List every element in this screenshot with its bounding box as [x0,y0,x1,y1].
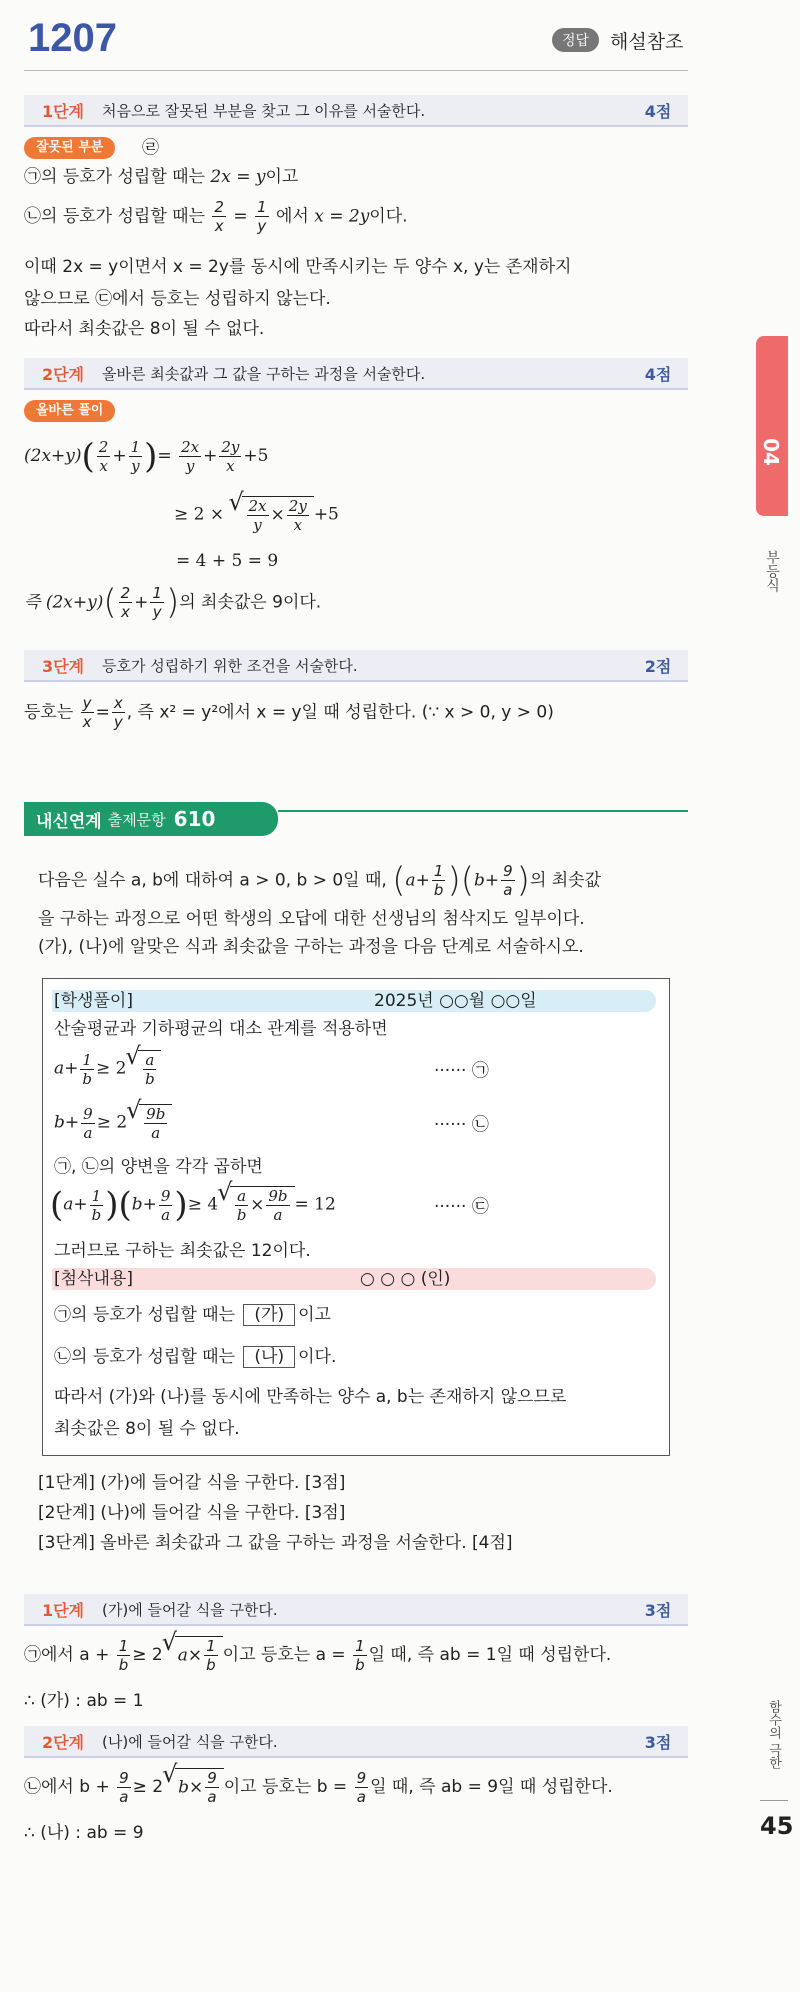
comment-label: [첨삭내용] [54,1269,133,1289]
student-ineq-2: b+ $\frac{9}{a}$ ≥ 2 √ $\frac{9b}{a}$ [54,1104,172,1142]
intro-line-2: 을 구하는 과정으로 어떤 학생의 오답에 대한 선생님의 첨삭지도 일부이다. [38,909,585,929]
student-line-1: 산술평균과 기하평균의 대소 관계를 적용하면 [54,1019,388,1039]
banner-title: 내신연계 [36,811,102,832]
step2-bar [24,358,688,390]
student-date: 2025년 ○○월 ○○일 [374,991,537,1011]
wrong-part-mark: ㉣ [142,138,159,158]
step1-label: 1단계 [41,101,85,121]
section-side-title: 함수의 극한 [766,1700,781,1770]
answer-step1-label: 1단계 [41,1600,85,1620]
mark-1: ······ ㉠ [434,1061,489,1081]
explanation-line-2: ㉡의 등호가 성립할 때는 $\frac{2}{x}$ = $\frac{1}{y}$ 에서 x = 2y이다. [24,198,408,235]
answer-step2-bar [24,1726,688,1758]
solution-eq-2: ≥ 2 × √ $\frac{2x}{y}$ × $\frac{2y}{x}$ +5 [174,496,339,534]
intro-line-3: (가), (나)에 알맞은 식과 최솟값을 구하는 과정을 다음 단계로 서술하시오. [38,937,584,957]
answer-step2-label: 2단계 [41,1732,85,1752]
student-ineq-1: a+ $\frac{1}{b}$ ≥ 2 √ $\frac{a}{b}$ [54,1050,161,1088]
chapter-side-tab [756,336,788,516]
answer-step2-desc: (나)에 들어갈 식을 구한다. [102,1732,278,1751]
student-line-3: 그러므로 구하는 최솟값은 12이다. [54,1241,311,1261]
linked-problem-banner [24,802,278,836]
banner-number: 610 [173,807,216,831]
step3-desc: 등호가 성립하기 위한 조건을 서술한다. [102,656,358,675]
rubric-line-1: [1단계] (가)에 들어갈 식을 구한다. [3점] [38,1473,346,1493]
student-label-bar [52,990,656,1012]
step2-label: 2단계 [41,364,85,384]
answer-line-1: ㉠에서 a + $\frac{1}{b}$ ≥ 2√ a× $\frac{1}{b}$ 이고 등호는 a = $\frac{1}{b}$ 일 때, 즉 ab = 1일 때 성립한다. [24,1636,611,1674]
rubric-line-3: [3단계] 올바른 최솟값과 그 값을 구하는 과정을 서술한다. [4점] [38,1533,513,1553]
blank-ga: (가) [243,1304,295,1326]
answer-step1-points: 3점 [644,1600,672,1620]
equality-condition: 등호는 $\frac{y}{x}$ = $\frac{x}{y}$ , 즉 x² = y²에서 x = y일 때 성립한다. (∵ x > 0, y > 0) [24,694,554,731]
rubric-line-2: [2단계] (나)에 들어갈 식을 구한다. [3점] [38,1503,346,1523]
answer-line-2: ㉡에서 b + $\frac{9}{a}$ ≥ 2√ b× $\frac{9}{a}$ 이고 등호는 b = $\frac{9}{a}$ 일 때, 즉 ab = 9일 때 성립한다. [24,1768,613,1806]
answer-step1-bar [24,1594,688,1626]
step2-desc: 올바른 최솟값과 그 값을 구하는 과정을 서술한다. [102,364,426,383]
banner-subtitle: 출제문항 [107,810,166,829]
comment-label-bar [52,1268,656,1290]
comment-line-3: 따라서 (가)와 (나)를 동시에 만족하는 양수 a, b는 존재하지 않으므로 [54,1387,567,1407]
student-ineq-3: (a+ $\frac{1}{b}$ )(b+ $\frac{9}{a}$ )≥ 4 √ $\frac{a}{b}$ × $\frac{9b}{a}$ = 12 [50,1186,336,1224]
solution-eq-1: (2x+y)( $\frac{2}{x}$ + $\frac{1}{y}$ )= $\frac{2x}{y}$ + $\frac{2y}{x}$ +5 [24,436,269,477]
explanation-line-3: 이때 2x = y이면서 x = 2y를 동시에 만족시키는 두 양수 x, y는 존재하지 [24,257,572,277]
banner-rule [278,810,688,812]
answer-result-2: ∴ (나) : ab = 9 [24,1823,144,1843]
explanation-line-1: ㉠의 등호가 성립할 때는 2x = y이고 [24,167,299,187]
step2-points: 4점 [644,364,672,384]
teacher-signature: ○ ○ ○ (인) [360,1269,451,1289]
comment-line-2: ㉡의 등호가 성립할 때는 (나) 이다. [54,1347,337,1367]
step1-desc: 처음으로 잘못된 부분을 찾고 그 이유를 서술한다. [102,101,426,120]
explanation-line-4: 않으므로 ㉢에서 등호는 성립하지 않는다. [24,289,331,309]
side-rule [760,1800,788,1801]
student-label: [학생풀이] [54,991,133,1011]
intro-line-1: 다음은 실수 a, b에 대하여 a > 0, b > 0일 때, (a+ $\frac{1}{b}$ )(b+ $\frac{9}{a}$ )의 최솟값 [38,860,602,901]
solution-conclusion: 즉 (2x+y)( $\frac{2}{x}$ + $\frac{1}{y}$ )의 최솟값은 9이다. [24,582,322,623]
step3-label: 3단계 [41,656,85,676]
step3-bar [24,650,688,682]
step1-bar [24,95,688,127]
comment-line-4: 최솟값은 8이 될 수 없다. [54,1419,240,1439]
chapter-number: 04 [759,438,783,466]
answer-result-1: ∴ (가) : ab = 1 [24,1691,144,1711]
mark-3: ······ ㉢ [434,1197,489,1217]
solution-eq-3: = 4 + 5 = 9 [176,551,279,571]
student-line-2: ㉠, ㉡의 양변을 각각 곱하면 [54,1157,263,1177]
answer-step1-desc: (가)에 들어갈 식을 구한다. [102,1600,278,1619]
blank-na: (나) [243,1346,295,1368]
explanation-line-5: 따라서 최솟값은 8이 될 수 없다. [24,319,265,339]
answer-step2-points: 3점 [644,1732,672,1752]
problem-number: 1207 [28,16,117,60]
answer-reference: 해설참조 [610,31,684,53]
step3-points: 2점 [644,656,672,676]
correct-solution-tag: 올바른 풀이 [24,400,115,422]
step1-points: 4점 [644,101,672,121]
wrong-part-tag: 잘못된 부분 [24,137,115,159]
answer-badge: 정답 [552,28,599,52]
mark-2: ······ ㉡ [434,1115,489,1135]
page-number: 45 [760,1812,794,1840]
comment-line-1: ㉠의 등호가 성립할 때는 (가) 이고 [54,1305,331,1325]
header-rule [24,70,688,71]
chapter-title: 부등식 [764,550,780,592]
